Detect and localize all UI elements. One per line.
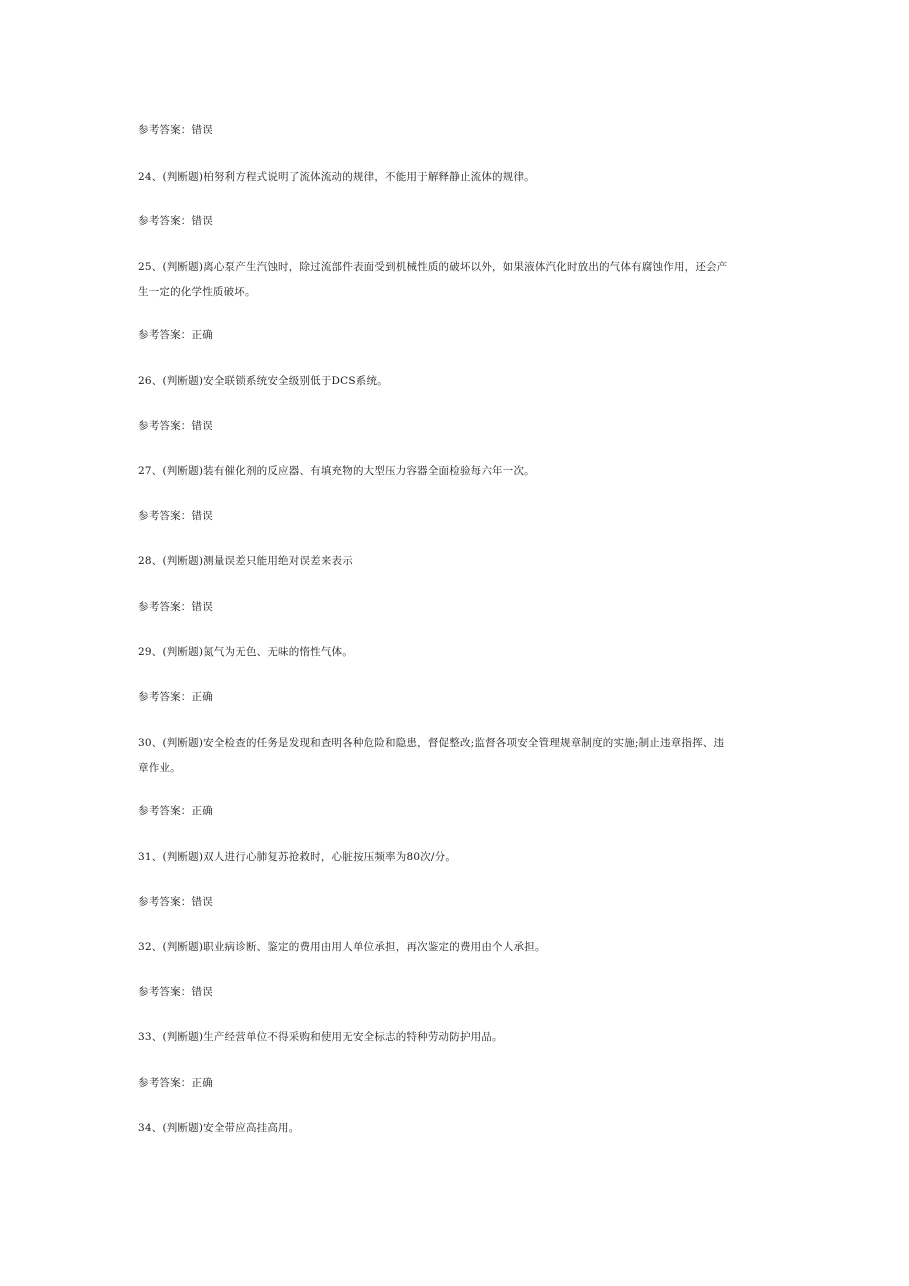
question-31: 31、(判断题)双人进行心肺复苏抢救时，心脏按压频率为80次/分。 bbox=[138, 851, 457, 863]
answer-23: 参考答案：错误 bbox=[138, 124, 213, 136]
question-30-line-1: 30、(判断题)安全检查的任务是发现和查明各种危险和隐患，督促整改;监督各项安全管理规章制度的实施;制止违章指挥、违 bbox=[138, 737, 725, 749]
question-27: 27、(判断题)装有催化剂的反应器、有填充物的大型压力容器全面检验每六年一次。 bbox=[138, 465, 535, 477]
question-29: 29、(判断题)氮气为无色、无味的惰性气体。 bbox=[138, 646, 353, 658]
question-25-line-1: 25、(判断题)离心泵产生汽蚀时，除过流部件表面受到机械性质的破坏以外，如果液体汽化时放出的气体有腐蚀作用，还会产 bbox=[138, 261, 728, 273]
answer-28: 参考答案：错误 bbox=[138, 601, 213, 613]
answer-33: 参考答案：正确 bbox=[138, 1077, 213, 1089]
answer-30: 参考答案：正确 bbox=[138, 805, 213, 817]
answer-29: 参考答案：正确 bbox=[138, 691, 213, 703]
question-33: 33、(判断题)生产经营单位不得采购和使用无安全标志的特种劳动防护用品。 bbox=[138, 1031, 503, 1043]
question-26: 26、(判断题)安全联锁系统安全级别低于DCS系统。 bbox=[138, 375, 388, 387]
answer-25: 参考答案：正确 bbox=[138, 329, 213, 341]
question-24: 24、(判断题)柏努利方程式说明了流体流动的规律，不能用于解释静止流体的规律。 bbox=[138, 171, 535, 183]
question-34: 34、(判断题)安全带应高挂高用。 bbox=[138, 1122, 300, 1134]
answer-31: 参考答案：错误 bbox=[138, 896, 213, 908]
question-28: 28、(判断题)测量误差只能用绝对误差来表示 bbox=[138, 555, 353, 567]
question-32: 32、(判断题)职业病诊断、鉴定的费用由用人单位承担，再次鉴定的费用由个人承担。 bbox=[138, 941, 546, 953]
question-25-line-2: 生一定的化学性质破坏。 bbox=[138, 286, 256, 298]
answer-32: 参考答案：错误 bbox=[138, 986, 213, 998]
question-30-line-2: 章作业。 bbox=[138, 762, 181, 774]
answer-27: 参考答案：错误 bbox=[138, 510, 213, 522]
answer-24: 参考答案：错误 bbox=[138, 215, 213, 227]
answer-26: 参考答案：错误 bbox=[138, 420, 213, 432]
